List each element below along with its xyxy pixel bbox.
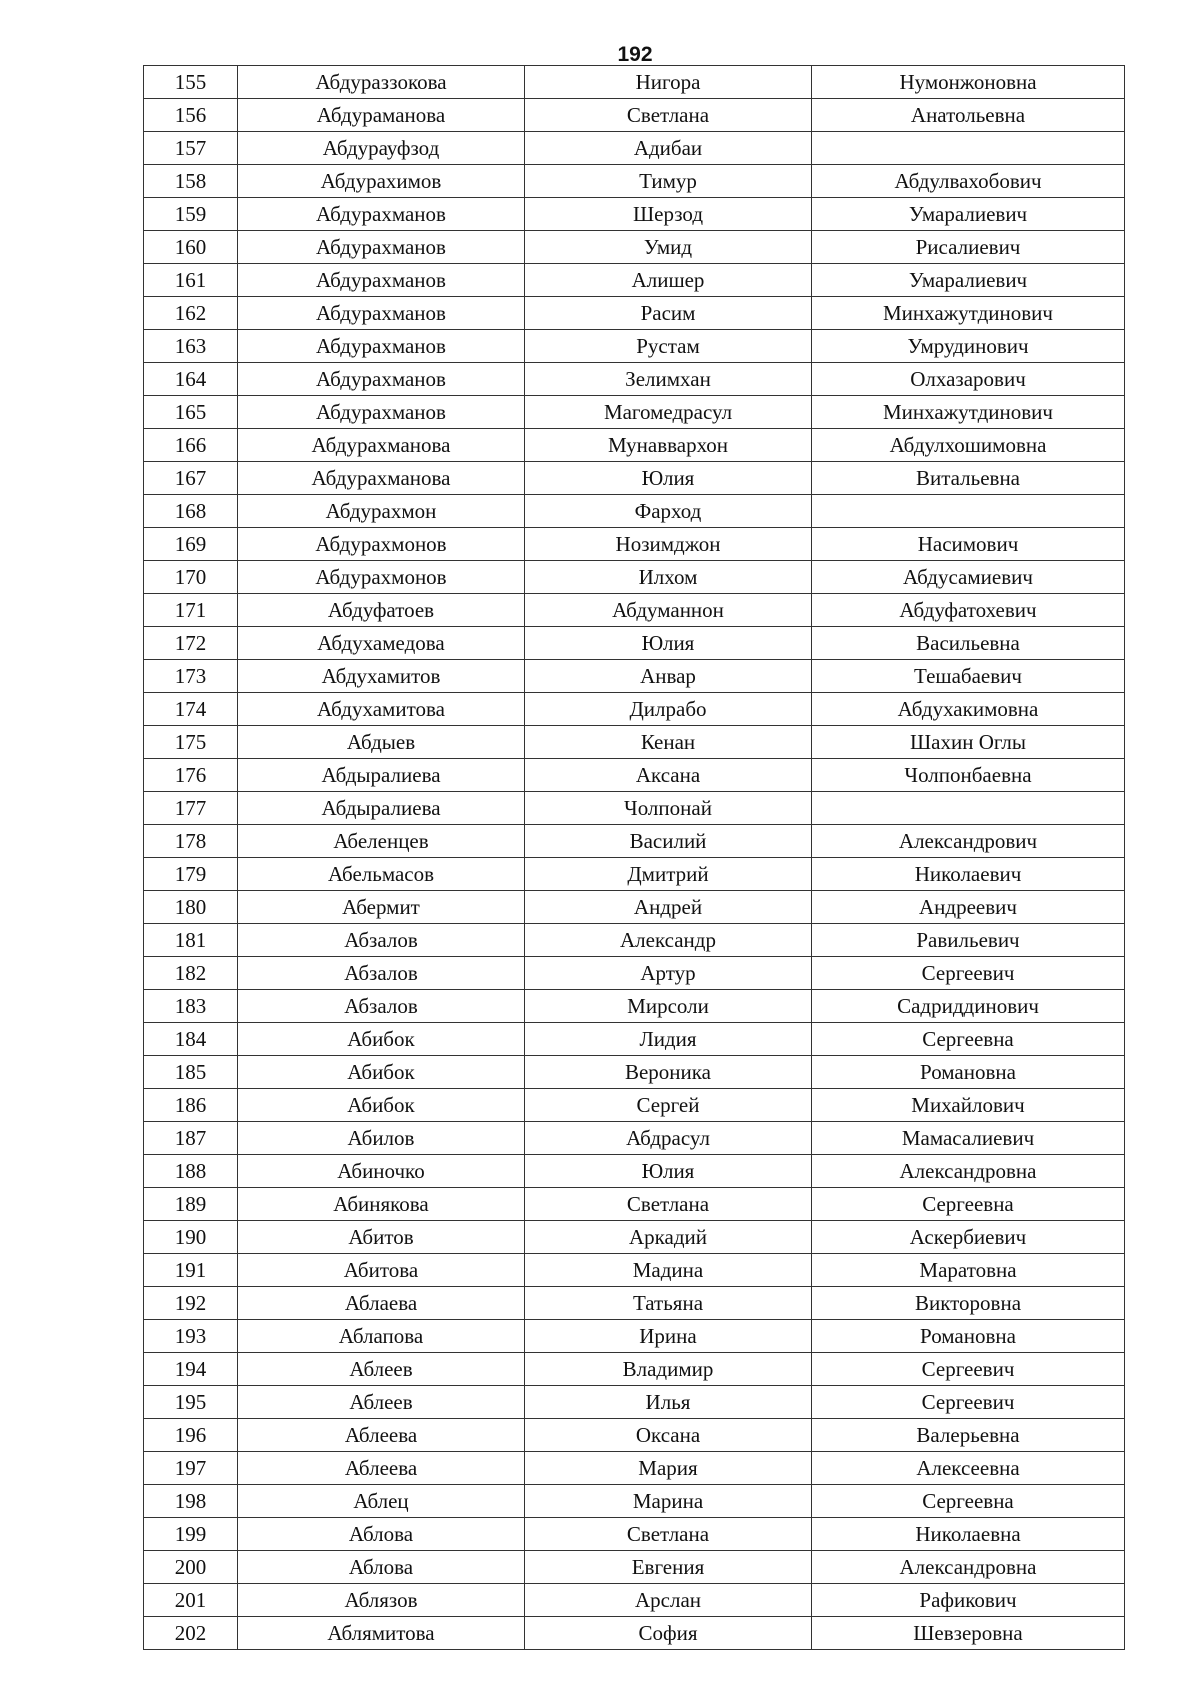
first-name-cell: Адибаи — [525, 132, 812, 165]
table-row — [144, 1089, 1125, 1122]
table-row — [144, 1188, 1125, 1221]
first-name-cell: Чолпонай — [525, 792, 812, 825]
row-number-cell: 187 — [144, 1122, 238, 1155]
first-name-cell: Магомедрасул — [525, 396, 812, 429]
first-name-cell: Марина — [525, 1485, 812, 1518]
table-row — [144, 1287, 1125, 1320]
surname-cell: Абдурахманов — [238, 264, 525, 297]
surname-cell: Аблязов — [238, 1584, 525, 1617]
row-number-cell: 168 — [144, 495, 238, 528]
first-name-cell: Абдуманнон — [525, 594, 812, 627]
first-name-cell: Светлана — [525, 99, 812, 132]
patronymic-cell: Романовна — [812, 1056, 1125, 1089]
surname-cell: Абдурахманова — [238, 429, 525, 462]
table-row — [144, 561, 1125, 594]
surname-cell: Абитов — [238, 1221, 525, 1254]
table-row — [144, 429, 1125, 462]
table-row — [144, 1518, 1125, 1551]
patronymic-cell: Сергеевна — [812, 1485, 1125, 1518]
surname-cell: Аблова — [238, 1518, 525, 1551]
first-name-cell: Расим — [525, 297, 812, 330]
patronymic-cell: Николаевич — [812, 858, 1125, 891]
patronymic-cell: Александрович — [812, 825, 1125, 858]
surname-cell: Абибок — [238, 1089, 525, 1122]
first-name-cell: Анвар — [525, 660, 812, 693]
table-row — [144, 330, 1125, 363]
row-number-cell: 191 — [144, 1254, 238, 1287]
patronymic-cell: Абдуфатохевич — [812, 594, 1125, 627]
patronymic-cell: Валерьевна — [812, 1419, 1125, 1452]
surname-cell: Аблеева — [238, 1452, 525, 1485]
table-row — [144, 1122, 1125, 1155]
surname-cell: Абдураззокова — [238, 66, 525, 99]
patronymic-cell: Тешабаевич — [812, 660, 1125, 693]
row-number-cell: 173 — [144, 660, 238, 693]
names-table — [143, 65, 1125, 1650]
surname-cell: Абельмасов — [238, 858, 525, 891]
first-name-cell: Рустам — [525, 330, 812, 363]
patronymic-cell: Александровна — [812, 1155, 1125, 1188]
row-number-cell: 192 — [144, 1287, 238, 1320]
first-name-cell: Артур — [525, 957, 812, 990]
surname-cell: Абибок — [238, 1023, 525, 1056]
page-number: 192 — [617, 43, 653, 66]
row-number-cell: 181 — [144, 924, 238, 957]
table-row — [144, 198, 1125, 231]
patronymic-cell: Андреевич — [812, 891, 1125, 924]
first-name-cell: Нигора — [525, 66, 812, 99]
table-row — [144, 396, 1125, 429]
names-table-body — [144, 66, 1125, 1650]
patronymic-cell: Садриддинович — [812, 990, 1125, 1023]
table-row — [144, 132, 1125, 165]
row-number-cell: 179 — [144, 858, 238, 891]
surname-cell: Абинякова — [238, 1188, 525, 1221]
table-row — [144, 1386, 1125, 1419]
first-name-cell: Юлия — [525, 462, 812, 495]
row-number-cell: 182 — [144, 957, 238, 990]
table-row — [144, 1551, 1125, 1584]
table-row — [144, 1617, 1125, 1650]
surname-cell: Абдуфатоев — [238, 594, 525, 627]
table-row — [144, 363, 1125, 396]
first-name-cell: Василий — [525, 825, 812, 858]
row-number-cell: 162 — [144, 297, 238, 330]
patronymic-cell: Анатольевна — [812, 99, 1125, 132]
surname-cell: Абибок — [238, 1056, 525, 1089]
table-row — [144, 1056, 1125, 1089]
first-name-cell: Мунаввархон — [525, 429, 812, 462]
table-row — [144, 1023, 1125, 1056]
table-row — [144, 957, 1125, 990]
surname-cell: Абиночко — [238, 1155, 525, 1188]
table-row — [144, 594, 1125, 627]
patronymic-cell: Романовна — [812, 1320, 1125, 1353]
surname-cell: Абдыралиева — [238, 792, 525, 825]
surname-cell: Аблец — [238, 1485, 525, 1518]
first-name-cell: Дмитрий — [525, 858, 812, 891]
first-name-cell: Оксана — [525, 1419, 812, 1452]
surname-cell: Аблеев — [238, 1386, 525, 1419]
table-row — [144, 1353, 1125, 1386]
table-row — [144, 660, 1125, 693]
first-name-cell: Тимур — [525, 165, 812, 198]
surname-cell: Абдурахманов — [238, 330, 525, 363]
patronymic-cell: Васильевна — [812, 627, 1125, 660]
row-number-cell: 175 — [144, 726, 238, 759]
table-row — [144, 528, 1125, 561]
first-name-cell: Светлана — [525, 1188, 812, 1221]
table-row — [144, 99, 1125, 132]
surname-cell: Аблямитова — [238, 1617, 525, 1650]
surname-cell: Абдурахманов — [238, 363, 525, 396]
row-number-cell: 164 — [144, 363, 238, 396]
first-name-cell: Светлана — [525, 1518, 812, 1551]
row-number-cell: 199 — [144, 1518, 238, 1551]
row-number-cell: 158 — [144, 165, 238, 198]
first-name-cell: Мадина — [525, 1254, 812, 1287]
first-name-cell: Владимир — [525, 1353, 812, 1386]
table-row — [144, 990, 1125, 1023]
table-row — [144, 825, 1125, 858]
patronymic-cell: Минхажутдинович — [812, 396, 1125, 429]
surname-cell: Абдурауфзод — [238, 132, 525, 165]
surname-cell: Абдухамедова — [238, 627, 525, 660]
patronymic-cell: Сергеевич — [812, 957, 1125, 990]
surname-cell: Аблапова — [238, 1320, 525, 1353]
first-name-cell: Юлия — [525, 1155, 812, 1188]
table-row — [144, 264, 1125, 297]
first-name-cell: Татьяна — [525, 1287, 812, 1320]
table-row — [144, 1320, 1125, 1353]
first-name-cell: Мария — [525, 1452, 812, 1485]
patronymic-cell: Алексеевна — [812, 1452, 1125, 1485]
row-number-cell: 185 — [144, 1056, 238, 1089]
table-row — [144, 924, 1125, 957]
surname-cell: Абдурахманов — [238, 297, 525, 330]
patronymic-cell: Умаралиевич — [812, 264, 1125, 297]
first-name-cell: Арслан — [525, 1584, 812, 1617]
surname-cell: Абдурахманов — [238, 396, 525, 429]
row-number-cell: 188 — [144, 1155, 238, 1188]
row-number-cell: 156 — [144, 99, 238, 132]
row-number-cell: 169 — [144, 528, 238, 561]
surname-cell: Абдыев — [238, 726, 525, 759]
first-name-cell: Кенан — [525, 726, 812, 759]
row-number-cell: 160 — [144, 231, 238, 264]
patronymic-cell: Рисалиевич — [812, 231, 1125, 264]
patronymic-cell: Олхазарович — [812, 363, 1125, 396]
row-number-cell: 201 — [144, 1584, 238, 1617]
surname-cell: Абдурахмон — [238, 495, 525, 528]
first-name-cell: Алишер — [525, 264, 812, 297]
patronymic-cell: Абдулхошимовна — [812, 429, 1125, 462]
surname-cell: Абдурахимов — [238, 165, 525, 198]
table-row — [144, 1155, 1125, 1188]
row-number-cell: 198 — [144, 1485, 238, 1518]
row-number-cell: 172 — [144, 627, 238, 660]
names-table-container — [143, 65, 1124, 1650]
row-number-cell: 165 — [144, 396, 238, 429]
first-name-cell: Фарход — [525, 495, 812, 528]
patronymic-cell: Шевзеровна — [812, 1617, 1125, 1650]
patronymic-cell: Минхажутдинович — [812, 297, 1125, 330]
first-name-cell: Александр — [525, 924, 812, 957]
table-row — [144, 1584, 1125, 1617]
table-row — [144, 297, 1125, 330]
row-number-cell: 195 — [144, 1386, 238, 1419]
table-row — [144, 759, 1125, 792]
surname-cell: Абдурахманов — [238, 231, 525, 264]
row-number-cell: 189 — [144, 1188, 238, 1221]
row-number-cell: 161 — [144, 264, 238, 297]
surname-cell: Абилов — [238, 1122, 525, 1155]
row-number-cell: 193 — [144, 1320, 238, 1353]
surname-cell: Абдухамитова — [238, 693, 525, 726]
row-number-cell: 200 — [144, 1551, 238, 1584]
table-row — [144, 1419, 1125, 1452]
patronymic-cell: Маратовна — [812, 1254, 1125, 1287]
first-name-cell: Абдрасул — [525, 1122, 812, 1155]
patronymic-cell: Абдулвахобович — [812, 165, 1125, 198]
patronymic-cell — [812, 495, 1125, 528]
surname-cell: Абитова — [238, 1254, 525, 1287]
patronymic-cell: Равильевич — [812, 924, 1125, 957]
patronymic-cell: Умаралиевич — [812, 198, 1125, 231]
row-number-cell: 190 — [144, 1221, 238, 1254]
first-name-cell: Ирина — [525, 1320, 812, 1353]
patronymic-cell: Мамасалиевич — [812, 1122, 1125, 1155]
table-row — [144, 165, 1125, 198]
row-number-cell: 178 — [144, 825, 238, 858]
patronymic-cell: Сергеевич — [812, 1353, 1125, 1386]
surname-cell: Абдухамитов — [238, 660, 525, 693]
table-row — [144, 231, 1125, 264]
row-number-cell: 186 — [144, 1089, 238, 1122]
table-row — [144, 726, 1125, 759]
first-name-cell: Дилрабо — [525, 693, 812, 726]
row-number-cell: 184 — [144, 1023, 238, 1056]
patronymic-cell: Аскербиевич — [812, 1221, 1125, 1254]
row-number-cell: 197 — [144, 1452, 238, 1485]
first-name-cell: Нозимджон — [525, 528, 812, 561]
table-row — [144, 891, 1125, 924]
first-name-cell: Илхом — [525, 561, 812, 594]
surname-cell: Аблеева — [238, 1419, 525, 1452]
surname-cell: Абзалов — [238, 990, 525, 1023]
patronymic-cell: Сергеевна — [812, 1188, 1125, 1221]
patronymic-cell: Абдусамиевич — [812, 561, 1125, 594]
first-name-cell: Вероника — [525, 1056, 812, 1089]
surname-cell: Абермит — [238, 891, 525, 924]
row-number-cell: 183 — [144, 990, 238, 1023]
first-name-cell: Илья — [525, 1386, 812, 1419]
surname-cell: Абдурахманов — [238, 198, 525, 231]
row-number-cell: 155 — [144, 66, 238, 99]
patronymic-cell: Николаевна — [812, 1518, 1125, 1551]
first-name-cell: Зелимхан — [525, 363, 812, 396]
surname-cell: Абеленцев — [238, 825, 525, 858]
table-row — [144, 1485, 1125, 1518]
table-row — [144, 693, 1125, 726]
surname-cell: Абдурахмонов — [238, 528, 525, 561]
patronymic-cell — [812, 792, 1125, 825]
first-name-cell: Андрей — [525, 891, 812, 924]
surname-cell: Абзалов — [238, 957, 525, 990]
first-name-cell: Шерзод — [525, 198, 812, 231]
row-number-cell: 159 — [144, 198, 238, 231]
table-row — [144, 495, 1125, 528]
table-row — [144, 627, 1125, 660]
patronymic-cell: Михайлович — [812, 1089, 1125, 1122]
row-number-cell: 176 — [144, 759, 238, 792]
table-row — [144, 66, 1125, 99]
row-number-cell: 194 — [144, 1353, 238, 1386]
row-number-cell: 174 — [144, 693, 238, 726]
patronymic-cell: Шахин Оглы — [812, 726, 1125, 759]
row-number-cell: 166 — [144, 429, 238, 462]
surname-cell: Абдыралиева — [238, 759, 525, 792]
first-name-cell: Сергей — [525, 1089, 812, 1122]
surname-cell: Абдураманова — [238, 99, 525, 132]
row-number-cell: 157 — [144, 132, 238, 165]
surname-cell: Аблова — [238, 1551, 525, 1584]
table-row — [144, 1254, 1125, 1287]
patronymic-cell: Витальевна — [812, 462, 1125, 495]
patronymic-cell: Чолпонбаевна — [812, 759, 1125, 792]
row-number-cell: 180 — [144, 891, 238, 924]
first-name-cell: Аркадий — [525, 1221, 812, 1254]
table-row — [144, 1452, 1125, 1485]
first-name-cell: Мирсоли — [525, 990, 812, 1023]
patronymic-cell: Александровна — [812, 1551, 1125, 1584]
row-number-cell: 202 — [144, 1617, 238, 1650]
row-number-cell: 170 — [144, 561, 238, 594]
first-name-cell: Аксана — [525, 759, 812, 792]
surname-cell: Абдурахмонов — [238, 561, 525, 594]
patronymic-cell: Викторовна — [812, 1287, 1125, 1320]
row-number-cell: 167 — [144, 462, 238, 495]
row-number-cell: 196 — [144, 1419, 238, 1452]
row-number-cell: 171 — [144, 594, 238, 627]
patronymic-cell: Рафикович — [812, 1584, 1125, 1617]
surname-cell: Абзалов — [238, 924, 525, 957]
first-name-cell: Юлия — [525, 627, 812, 660]
row-number-cell: 163 — [144, 330, 238, 363]
patronymic-cell: Сергеевна — [812, 1023, 1125, 1056]
surname-cell: Абдурахманова — [238, 462, 525, 495]
patronymic-cell: Нумонжоновна — [812, 66, 1125, 99]
patronymic-cell: Умрудинович — [812, 330, 1125, 363]
table-row — [144, 462, 1125, 495]
surname-cell: Аблаева — [238, 1287, 525, 1320]
first-name-cell: Умид — [525, 231, 812, 264]
first-name-cell: Лидия — [525, 1023, 812, 1056]
patronymic-cell: Абдухакимовна — [812, 693, 1125, 726]
patronymic-cell: Сергеевич — [812, 1386, 1125, 1419]
surname-cell: Аблеев — [238, 1353, 525, 1386]
patronymic-cell: Насимович — [812, 528, 1125, 561]
row-number-cell: 177 — [144, 792, 238, 825]
first-name-cell: Евгения — [525, 1551, 812, 1584]
table-row — [144, 1221, 1125, 1254]
table-row — [144, 792, 1125, 825]
first-name-cell: София — [525, 1617, 812, 1650]
patronymic-cell — [812, 132, 1125, 165]
table-row — [144, 858, 1125, 891]
